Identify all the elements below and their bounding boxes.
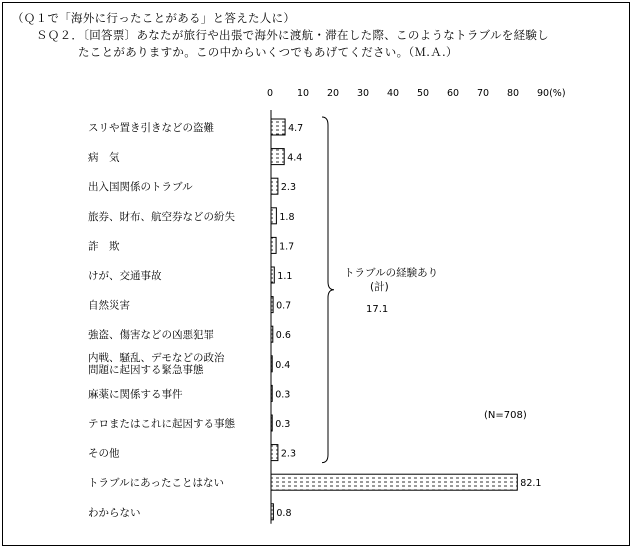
data-label: 82.1 — [520, 478, 542, 490]
group-brace — [322, 117, 334, 463]
bar — [271, 445, 278, 461]
bar — [271, 149, 284, 165]
bar — [271, 415, 272, 431]
data-label: 0.3 — [275, 389, 291, 401]
bar — [271, 504, 273, 520]
category-label: トラブルにあったことはない — [88, 477, 224, 490]
bar — [271, 267, 274, 283]
x-tick-label: 90(%) — [537, 88, 566, 99]
category-label: わからない — [88, 506, 141, 519]
x-tick-label: 10 — [297, 88, 310, 99]
x-tick-label: 30 — [357, 88, 370, 99]
category-label: 自然災害 — [88, 299, 130, 312]
bar — [271, 119, 285, 135]
category-label: 旅券、財布、航空券などの紛失 — [88, 210, 235, 223]
category-label: けが、交通事故 — [88, 270, 162, 282]
x-tick-label: 50 — [417, 88, 430, 99]
bar — [271, 237, 276, 253]
data-label: 0.8 — [276, 507, 292, 519]
bar — [271, 326, 273, 342]
question-text: ＳＱ２．〔回答票〕あなたが旅行や出張で海外に渡航・滞在した際、このようなトラブルを経験し — [36, 28, 549, 42]
data-label: 1.7 — [279, 241, 295, 253]
sample-size: (N=708) — [484, 410, 527, 421]
data-label: 1.8 — [279, 211, 295, 223]
category-label: スリや置き引きなどの盗難 — [88, 122, 214, 134]
x-tick-label: 70 — [477, 88, 490, 99]
x-tick-label: 80 — [507, 88, 520, 99]
data-label: 0.7 — [276, 300, 292, 312]
question-text-continued: たことがありますか。この中からいくつでもあげてください。（Ｍ.Ａ.） — [78, 45, 458, 59]
x-tick-label: 0 — [267, 88, 274, 99]
x-tick-label: 60 — [447, 88, 460, 99]
category-label: 内戦、騒乱、デモなどの政治 — [88, 351, 225, 364]
category-label: 詐 欺 — [88, 240, 120, 253]
category-label: 出入国関係のトラブル — [88, 181, 193, 194]
group-annotation-label: トラブルの経験あり — [344, 267, 439, 279]
data-label: 4.7 — [288, 123, 304, 134]
data-label: 0.4 — [275, 359, 291, 371]
bar — [271, 385, 272, 401]
data-label: 0.3 — [275, 419, 291, 430]
category-label: 問題に起因する緊急事態 — [88, 363, 204, 376]
data-label: 0.6 — [275, 330, 291, 342]
question-context: （Ｑ１で「海外に行ったことがある」と答えた人に） — [12, 11, 296, 25]
category-label: 強盗、傷害などの凶悪犯罪 — [88, 329, 214, 342]
data-label: 2.3 — [280, 448, 297, 460]
data-label: 4.4 — [287, 152, 303, 164]
bar — [271, 474, 517, 490]
data-label: 1.1 — [277, 271, 293, 282]
x-tick-label: 40 — [387, 88, 400, 99]
x-tick-label: 20 — [327, 88, 340, 99]
group-annotation-label: (計) — [370, 281, 389, 293]
bar — [271, 356, 272, 372]
bar — [271, 297, 273, 313]
category-label: 麻薬に関係する事件 — [88, 388, 183, 401]
category-label: その他 — [88, 447, 120, 460]
bar — [271, 178, 278, 194]
category-label: 病 気 — [88, 151, 120, 164]
bar — [271, 208, 276, 224]
data-label: 2.3 — [280, 182, 297, 194]
group-annotation-value: 17.1 — [366, 304, 389, 315]
category-label: テロまたはこれに起因する事態 — [88, 418, 235, 430]
